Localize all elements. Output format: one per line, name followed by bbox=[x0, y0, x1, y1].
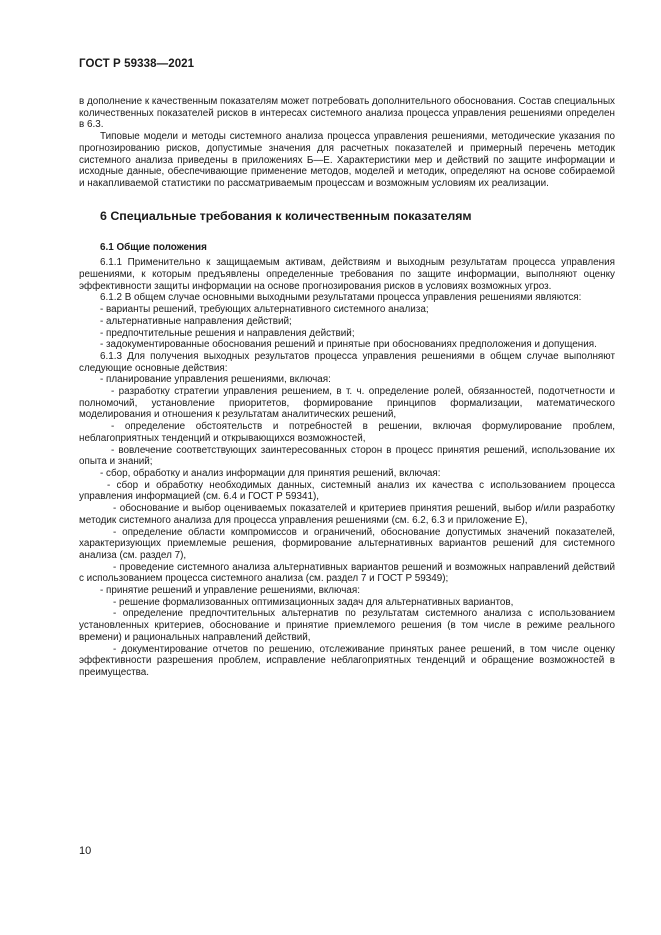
list-item: - определение области компромиссов и ограничений, обоснование допустимых значений показателей, характеризующих приемлемые решения, формирование альтернативных вариантов решений для системного анализа (см. раздел 7), bbox=[79, 526, 615, 561]
section-heading: 6 Специальные требования к количественным показателям bbox=[100, 208, 472, 223]
list-item: - определение обстоятельств и потребностей в решении, включая формулирование проблем, неблагоприятных тенденций и открывающихся возможностей, bbox=[79, 421, 615, 444]
list-item: - альтернативные направления действий; bbox=[100, 315, 292, 327]
list-item: - варианты решений, требующих альтернативного системного анализа; bbox=[100, 304, 429, 316]
list-item: - вовлечение соответствующих заинтересованных сторон в процесс принятия решений, использование их опыта и знаний; bbox=[79, 444, 615, 468]
page-body bbox=[79, 96, 615, 679]
list-item: - планирование управления решениями, включая: bbox=[100, 374, 331, 386]
list-item: - проведение системного анализа альтернативных вариантов решений и возможных направлений действий с использованием процесса системного анализа (см. раздел 7 и ГОСТ Р 59349); bbox=[79, 561, 615, 585]
subsection-heading: 6.1 Общие положения bbox=[100, 241, 207, 253]
list-item: - обоснование и выбор оцениваемых показателей и критериев принятия решений, выбор и/или разработку методик системного анализа для процесса управления решениями (см. 6.2, 6.3 и приложение Е), bbox=[79, 503, 615, 526]
paragraph: в дополнение к качественным показателям может потребовать дополнительного обоснования. Состав специальных количественных показателей рисков в интересах системного анализа процесса управления решениями определен в 6.3. bbox=[79, 96, 615, 131]
list-item: - сбор и обработку необходимых данных, системный анализ их качества с использованием процесса управления информацией (см. 6.4 и ГОСТ Р 59341), bbox=[79, 479, 615, 503]
list-item: - принятие решений и управление решениями, включая: bbox=[100, 585, 360, 597]
list-item: - предпочтительные решения и направления действий; bbox=[100, 327, 355, 339]
list-item: - решение формализованных оптимизационных задач для альтернативных вариантов, bbox=[113, 596, 514, 608]
list-item: - разработку стратегии управления решением, в т. ч. определение ролей, обязанностей, подотчетности и полномочий, установление приоритетов, формирование принципов формализации, математического моделирования и отношения к результатам аналитических решений, bbox=[79, 386, 615, 421]
paragraph: Типовые модели и методы системного анализа процесса управления решениями, методические указания по прогнозированию рисков, допустимые значения для расчетных показателей и примерный перечень методик системного анализа приведены в приложениях Б—Е. Характеристики мер и действий по защите информации и исходные данные, обеспечивающие применение методов, моделей и методик, определяют на основе собираемой и накапливаемой статистики по рассматриваемым процессам и возможным условиям их реализации. bbox=[79, 131, 615, 189]
document-code: ГОСТ Р 59338—2021 bbox=[79, 58, 195, 70]
paragraph: 6.1.2 В общем случае основными выходными результатами процесса управления решениями являются: bbox=[100, 292, 582, 304]
paragraph: 6.1.3 Для получения выходных результатов процесса управления решениями в общем случае выполняют следующие основные действия: bbox=[79, 350, 615, 374]
list-item: - сбор, обработку и анализ информации для принятия решений, включая: bbox=[100, 467, 441, 479]
list-item: - документирование отчетов по решению, отслеживание принятых ранее решений, в том числе оценку эффективности разрешения проблем, исправление неблагоприятных тенденций и обращение возможностей в преимущества. bbox=[79, 643, 615, 678]
paragraph: 6.1.1 Применительно к защищаемым активам, действиям и выходным результатам процесса управления решениями, к которым предъявлены определенные требования по защите информации, выполняют оценку эффективности защиты информации на основе прогнозирования рисков в условиях возможных угроз. bbox=[79, 257, 615, 292]
list-item: - задокументированные обоснования решений и принятые при обоснованиях предположения и допущения. bbox=[100, 339, 597, 351]
page-number: 10 bbox=[79, 845, 92, 857]
list-item: - определение предпочтительных альтернатив по результатам системного анализа с использованием установленных критериев, обоснование и принятие приемлемого решения (в том числе в режиме реального времени) и рациональных направлений действий, bbox=[79, 608, 615, 643]
